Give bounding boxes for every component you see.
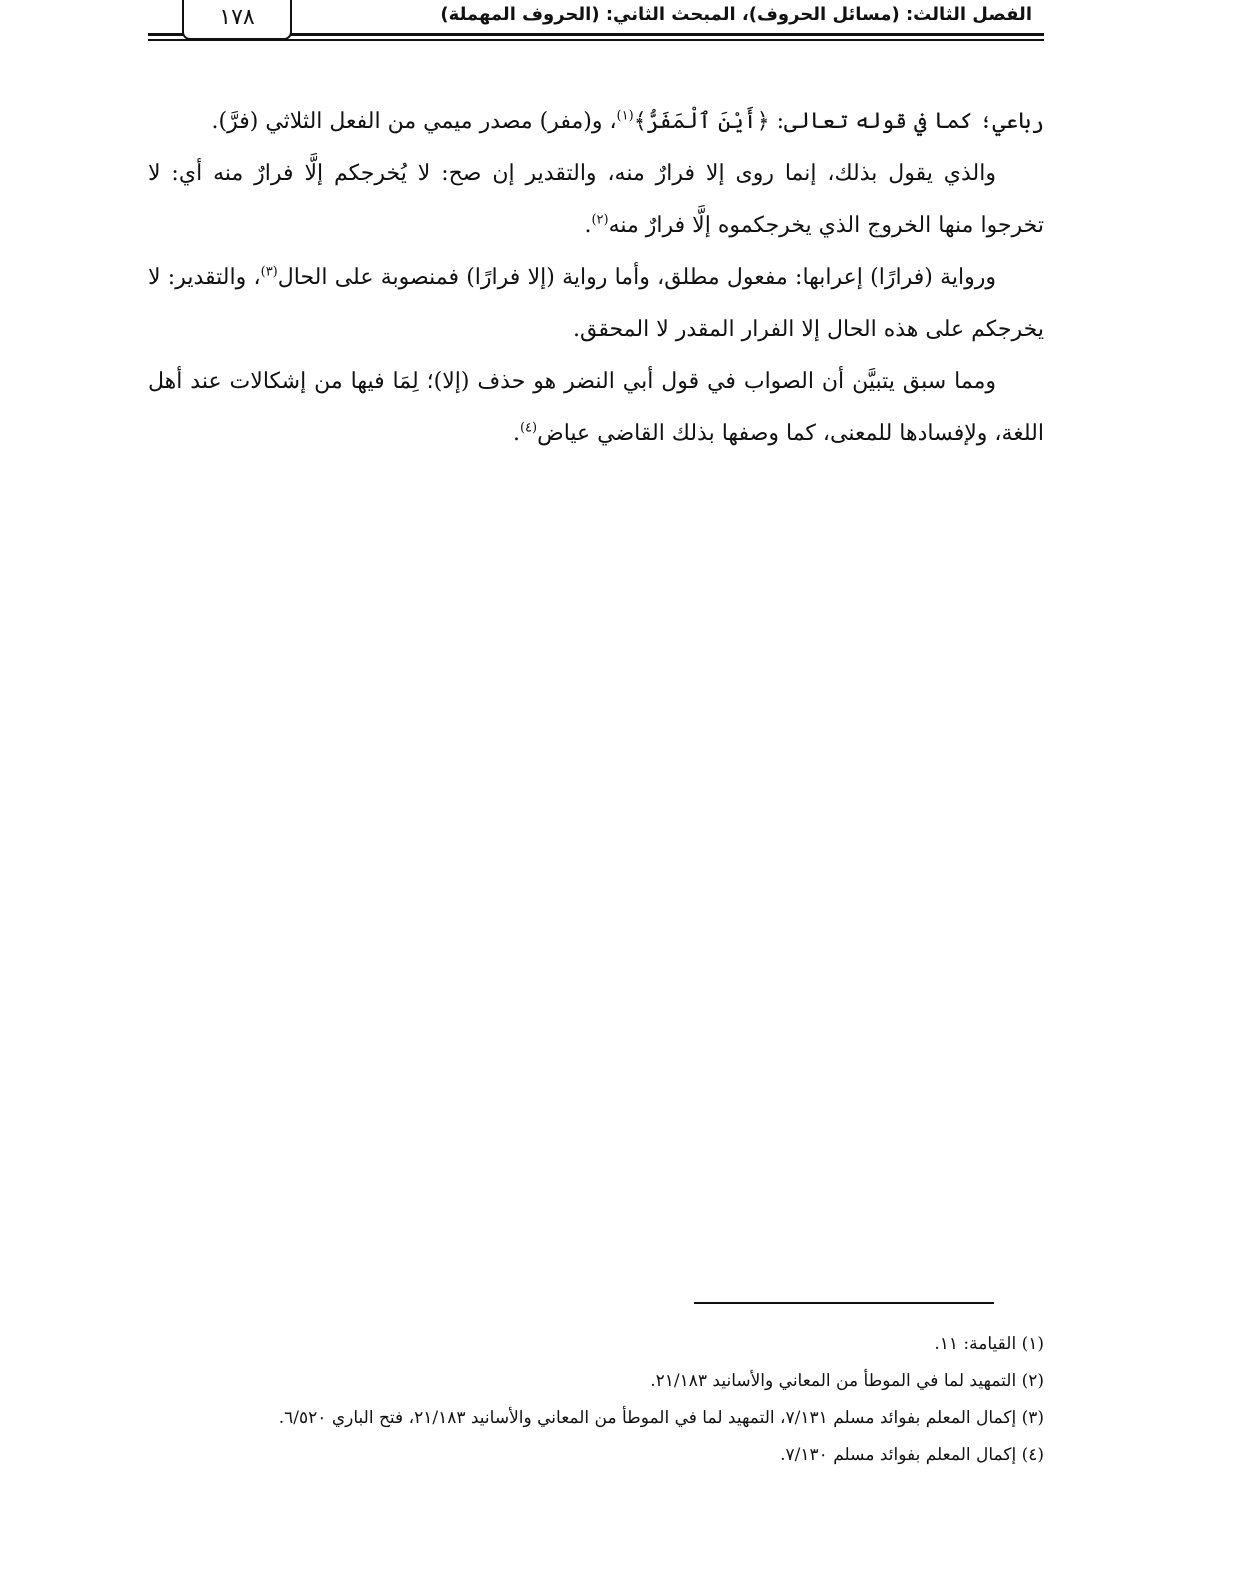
page-number-tab bbox=[182, 0, 292, 40]
paragraph-3-text-before: ورواية (فرارًا) إعرابها: مفعول مطلق، وأما رواية (إلا فرارًا) فمنصوبة على الحال bbox=[277, 265, 997, 290]
paragraph-1-text-before: رباعي؛ كما في قوله تعالى: ﴿أَيْنَ ٱلْمَفَرُّ﴾ bbox=[633, 109, 1044, 134]
paragraph-4-text-after: . bbox=[512, 421, 520, 446]
paragraph-2 bbox=[148, 148, 1044, 252]
paragraph-4 bbox=[148, 356, 1044, 460]
paragraph-4-text-before: ومما سبق يتبيَّن أن الصواب في قول أبي النضر هو حذف (إلا)؛ لِمَا فيها من إشكالات عند أهل اللغة، ولإفسادها للمعنى، كما وصفها بذلك القاضي عياض bbox=[148, 369, 1044, 446]
paragraph-1-text-after: ، و(مفر) مصدر ميمي من الفعل الثلاثي (فرَّ). bbox=[211, 109, 617, 134]
footnote-ref-4[interactable]: (٤) bbox=[519, 420, 538, 436]
body-text bbox=[148, 96, 1044, 460]
paragraph-3-text-after: ، والتقدير: لا يخرجكم على هذه الحال إلا الفرار المقدر لا المحقق. bbox=[148, 265, 1044, 342]
paragraph-1 bbox=[148, 96, 1044, 148]
running-header-title: الفصل الثالث: (مسائل الحروف)، المبحث الثاني: (الحروف المهملة) bbox=[440, 4, 1032, 25]
page-number: ١٧٨ bbox=[219, 5, 255, 30]
footnote-1: (١) القيامة: ١١. bbox=[934, 1334, 1044, 1354]
footnote-3: (٣) إكمال المعلم بفوائد مسلم ٧/١٣١، التمهيد لما في الموطأ من المعاني والأسانيد ٢١/١٨٣، فتح الباري ٦/٥٢٠. bbox=[278, 1408, 1044, 1428]
footnote-4: (٤) إكمال المعلم بفوائد مسلم ٧/١٣٠. bbox=[780, 1445, 1044, 1465]
footnote-ref-1[interactable]: (١) bbox=[616, 108, 634, 124]
footnote-separator bbox=[694, 1302, 994, 1304]
footnotes bbox=[148, 1326, 1044, 1474]
paragraph-2-text-before: والذي يقول بذلك، إنما روى إلا فرارٌ منه، والتقدير إن صح: لا يُخرجكم إلَّا فرارٌ منه أي: لا تخرجوا منها الخروج الذي يخرجكموه إلَّا فرارٌ منه bbox=[148, 161, 1044, 238]
footnote-ref-2[interactable]: (٢) bbox=[591, 212, 609, 228]
paragraph-3 bbox=[148, 252, 1044, 356]
footnote-ref-3[interactable]: (٣) bbox=[260, 264, 278, 280]
footnote-2: (٢) التمهيد لما في الموطأ من المعاني والأسانيد ٢١/١٨٣. bbox=[650, 1371, 1044, 1391]
paragraph-2-text-after: . bbox=[584, 213, 592, 238]
